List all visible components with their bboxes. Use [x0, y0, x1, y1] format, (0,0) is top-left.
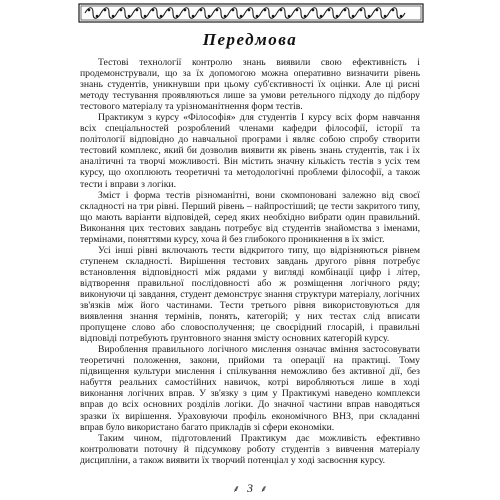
- ornament-dot: [392, 9, 395, 12]
- ornament-wave: [117, 8, 133, 19]
- ornament-dot: [336, 15, 339, 18]
- paragraph-intro: Тестові технології контролю знань виявили свою ефективність і продемонстрували, що за їх допомогою можна оперативно визначити рівень знань студентів, уникнувши при цьому суб'єктивності їх оцінки. Але ці рисні методу тестування проявляються лише за умови ретельного підходу до підбору тестового матеріалу та урізноманітнення форм тестів.: [80, 57, 420, 113]
- ornament-dot: [376, 9, 379, 12]
- ornament-dot: [328, 9, 331, 12]
- ornament-wave: [101, 8, 117, 19]
- page-title: Передмова: [202, 30, 298, 49]
- ornament-dot: [288, 15, 291, 18]
- paragraph-logic-exercises: Вироблення правильного логічного мислення означає вміння застосовувати теоретичні положення, закони, прийоми та операції на практиці. Тому підвищення культури мислення і спілкування неможливо без активної дії, без набуття реальних самостійних навичок, котрі виробляються лише в ході виконання логічних вправ. У зв'язку з цим у Практикумі наведено комплекси вправ до всіх основних розділів логіки. До значної частини вправ наводяться зразки їх вирішення. Ураховуючи профіль економічного ВНЗ, при складанні вправ було використано багато прикладів зі сфери економіки.: [80, 344, 420, 433]
- ornament-dot: [368, 15, 371, 18]
- ornament-wave: [373, 8, 389, 19]
- ornament-dot: [88, 9, 91, 12]
- ornament-wave: [229, 8, 245, 19]
- ornament-dot: [176, 15, 179, 18]
- ornament-dot: [120, 9, 123, 12]
- paragraph-open-tests: Усі інші рівні включають тести відкритого типу, що відрізняються рівнем ступенем складності. Вирішення тестових завдань другого рівня потребує встановлення відповідності між рядами у вигляді комбінації цифр і літер, відтворення правильної послідовності або ж розміщення логічного ряду; виконуючи ці завдання, студент демонструє знання структури матеріалу, логічних зв'язків між його частинами. Тести третього рівня використовуються для виявлення знання термінів, понять, категорій; у них тестах слід вписати пропущене слово або словосполучення; це своєрідний глосарій, і правильні відповіді потребують ґрунтовного знання змісту основних категорій курсу.: [80, 244, 420, 345]
- header-ornament-border: [78, 3, 424, 23]
- ornament-dot: [216, 9, 219, 12]
- page-footer: [0, 481, 500, 496]
- ornament-dot: [384, 15, 387, 18]
- ornament-dot: [352, 15, 355, 18]
- ornament-dot: [160, 15, 163, 18]
- ornament-dot: [168, 9, 171, 12]
- paragraph-test-levels: Зміст і форма тестів різноманітні, вони скомпоновані залежно від своєї складності на три рівні. Перший рівень – найпростіший; це тести закритого типу, що мають варіанти відповідей, серед яких необхідно вибрати один правильний. Виконання цих тестових завдань потребує від студентів знайомства з іменами, термінами, поняттями курсу, хоча й без глибокого проникнення в їх зміст.: [80, 189, 420, 245]
- ornament-dot: [232, 9, 235, 12]
- ornament-dot: [296, 9, 299, 12]
- ornament-dot: [320, 15, 323, 18]
- ornament-wave: [277, 8, 293, 19]
- ornament-wave: [85, 8, 101, 19]
- ornament-dot: [208, 15, 211, 18]
- ornament-dot: [112, 15, 115, 18]
- ornament-wave: [213, 8, 229, 19]
- ornament-dot: [272, 15, 275, 18]
- ornament-wave: [357, 8, 373, 19]
- ornament-wave: [149, 8, 165, 19]
- ornament-dot: [136, 9, 139, 12]
- ornament-dot: [312, 9, 315, 12]
- footer-right-swirl-icon: ⸙: [260, 484, 268, 495]
- ornament-dot: [104, 9, 107, 12]
- ornament-wave: [181, 8, 197, 19]
- ornament-dot: [400, 15, 403, 18]
- paragraph-conclusion: Таким чином, підготовлений Практикум дає можливість ефективно контролювати поточну й підсумкову роботу студентів з вивчення матеріалу дисципліни, а також виявити їх творчий потенціал у ході засвоєння курсу.: [80, 432, 420, 466]
- ornament-dot: [256, 15, 259, 18]
- ornament-dot: [280, 9, 283, 12]
- ornament-dot: [184, 9, 187, 12]
- paragraph-practicum-overview: Практикум з курсу «Філософія» для студентів І курсу всіх форм навчання всіх спеціальностей розроблений членами кафедри філософії, історії та політології відповідно до навчальної програми і являє собою спробу створити тестовий комплекс, який би дозволив виявити як рівень знань студентів, так і їх аналітичні та творчі можливості. Він містить значну кількість тестів з усіх тем курсу, що охоплюють теоретичні та методологічні проблеми філософії, а також тести і вправи з логіки.: [80, 112, 420, 190]
- footer-left-swirl-icon: ⸙: [232, 484, 240, 495]
- ornament-dot: [192, 15, 195, 18]
- ornament-dot: [96, 15, 99, 18]
- ornament-wave: [341, 8, 357, 19]
- ornament-wave: [325, 8, 341, 19]
- ornament-dot: [304, 15, 307, 18]
- ornament-dot: [144, 15, 147, 18]
- page-number: 3: [247, 481, 253, 495]
- body-text: [80, 57, 420, 466]
- ornament-wave: [165, 8, 181, 19]
- ornament-wave: [293, 8, 309, 19]
- ornament-dot: [344, 9, 347, 12]
- ornament-wave: [133, 8, 149, 19]
- ornament-dot: [224, 15, 227, 18]
- ornament-dot: [240, 15, 243, 18]
- ornament-wave: [197, 8, 213, 19]
- ornament-dot: [264, 9, 267, 12]
- ornament-wave: [245, 8, 261, 19]
- ornament-dot: [360, 9, 363, 12]
- ornament-wave: [389, 8, 405, 19]
- ornament-dot: [128, 15, 131, 18]
- ornament-dot: [152, 9, 155, 12]
- ornament-wave: [261, 8, 277, 19]
- ornament-dot: [248, 9, 251, 12]
- ornament-wave: [309, 8, 325, 19]
- ornament-dot: [200, 9, 203, 12]
